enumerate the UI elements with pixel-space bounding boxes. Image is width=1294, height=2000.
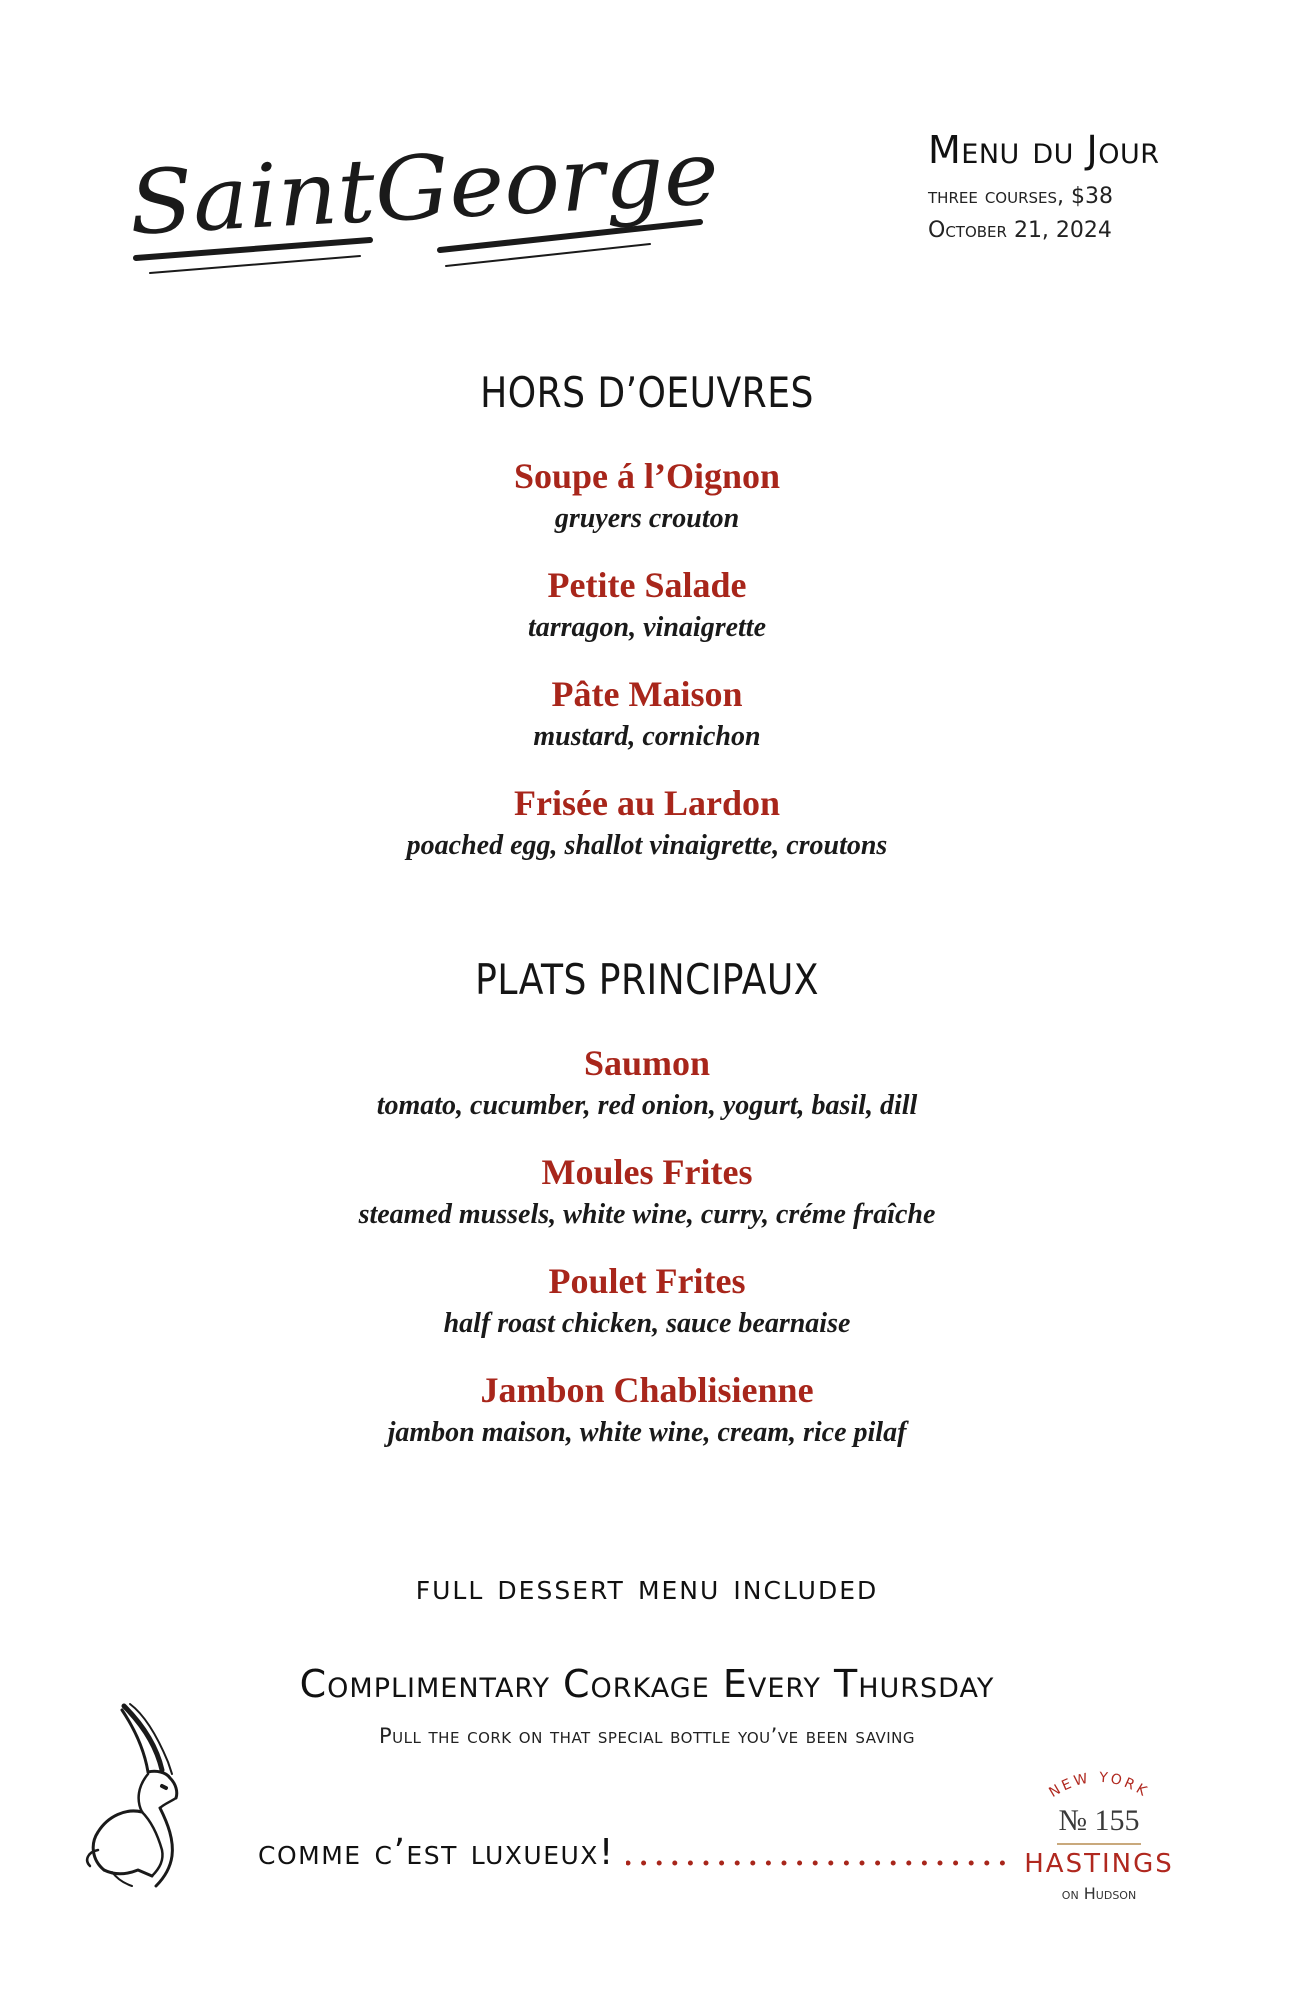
logo-wordmark: SaintGeorge <box>130 122 690 255</box>
item-name: Poulet Frites <box>548 1261 746 1301</box>
menu-date: October 21, 2024 <box>928 218 1112 243</box>
menu-item <box>0 452 1294 561</box>
item-name: Soupe á l’Oignon <box>513 456 781 496</box>
tagline: comme c’est luxueux! <box>258 1832 615 1873</box>
item-description: gruyers crouton <box>554 503 740 534</box>
menu-item <box>0 1257 1294 1366</box>
item-description: tomato, cucumber, red onion, yogurt, basil, dill <box>376 1090 918 1121</box>
dessert-note: full dessert menu included <box>415 1568 879 1608</box>
badge-divider <box>1057 1843 1141 1845</box>
item-name: Jambon Chablisienne <box>480 1370 814 1410</box>
item-description: poached egg, shallot vinaigrette, croutons <box>406 830 888 861</box>
menu-item <box>0 1366 1294 1475</box>
menu-item <box>0 670 1294 779</box>
menu-item <box>0 561 1294 670</box>
item-name: Saumon <box>583 1043 711 1083</box>
item-description: mustard, cornichon <box>533 721 761 752</box>
svg-text:NEW YORK <box>1046 1770 1151 1801</box>
menu-du-jour-block <box>928 128 1268 248</box>
item-description: tarragon, vinaigrette <box>527 612 766 643</box>
badge-number: № 155 <box>1058 1804 1140 1837</box>
item-name: Petite Salade <box>547 565 747 605</box>
menu-title: Menu du Jour <box>928 128 1160 172</box>
item-description: steamed mussels, white wine, curry, créme fraîche <box>358 1199 936 1230</box>
badge-subtitle: on Hudson <box>1061 1884 1137 1903</box>
section-title-plats-principaux: PLATS PRINCIPAUX <box>475 955 819 1004</box>
plats-principaux-list <box>0 1039 1294 1475</box>
item-description: half roast chicken, sauce bearnaise <box>443 1308 851 1339</box>
corkage-title: Complimentary Corkage Every Thursday <box>299 1662 995 1706</box>
hastings-badge <box>1024 1752 1174 1903</box>
section-title-hors-doeuvres: HORS D’OEUVRES <box>480 368 814 417</box>
corkage-subtitle: Pull the cork on that special bottle you’ve been saving <box>378 1724 916 1748</box>
courses-price: three courses, $38 <box>928 184 1113 209</box>
item-name: Pâte Maison <box>551 674 743 714</box>
saintgeorge-logo <box>130 110 730 300</box>
item-description: jambon maison, white wine, cream, rice pilaf <box>387 1417 907 1448</box>
rabbit-sketch-icon <box>82 1700 222 1890</box>
hors-doeuvres-list <box>0 452 1294 888</box>
item-name: Moules Frites <box>541 1152 753 1192</box>
saintgeorge-logo-art <box>130 110 730 300</box>
badge-city: HASTINGS <box>1024 1849 1174 1879</box>
badge-arc-text: NEW YORK <box>1046 1769 1152 1801</box>
item-name: Frisée au Lardon <box>514 783 780 823</box>
menu-item <box>0 779 1294 888</box>
menu-item <box>0 1148 1294 1257</box>
dotted-leader <box>626 1853 1006 1863</box>
menu-item <box>0 1039 1294 1148</box>
